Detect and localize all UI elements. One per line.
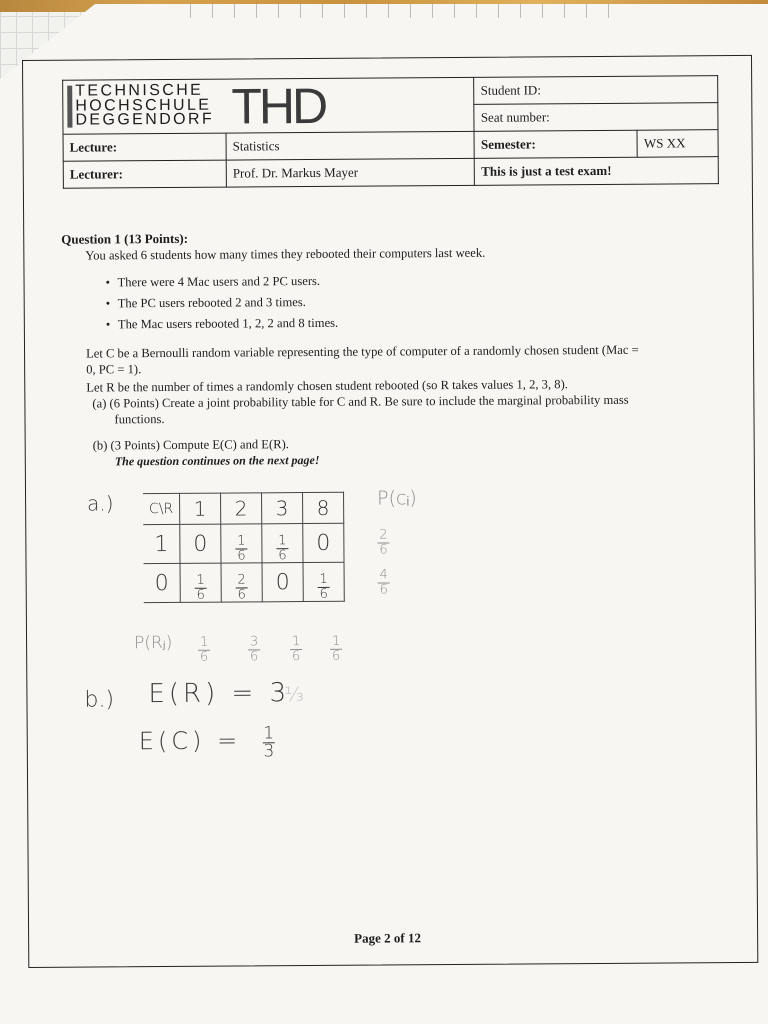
fraction-numerator: 1 [196, 572, 205, 588]
page-number: Page 2 of 12 [354, 930, 421, 946]
part-a-line-1: (a) (6 Points) Create a joint probability table for C and R. Be sure to include the marginal probability mass [92, 392, 629, 411]
c-value-1: 1 [143, 524, 180, 563]
expected-r: E(R) = 3 [148, 678, 291, 710]
fraction-denominator: 6 [199, 649, 209, 665]
handwritten-fraction [290, 636, 302, 663]
logo-bar-icon [67, 86, 72, 128]
question-intro: You asked 6 students how many times they rebooted their computers last week. [85, 245, 486, 263]
fraction-denominator: 6 [331, 648, 341, 664]
fraction-denominator: 6 [196, 587, 205, 603]
fraction-numerator: 2 [379, 527, 388, 543]
handwritten-fraction [198, 634, 210, 665]
expected-r-faint: ⅓ [284, 682, 304, 707]
fraction-numerator: 1 [237, 532, 246, 549]
joint-probability-table [143, 492, 345, 603]
handwritten-fraction [263, 723, 275, 762]
bullet-1: • There were 4 Mac users and 2 PC users. [118, 274, 321, 290]
fraction-numerator: 4 [379, 567, 388, 583]
cell-c0-r3: 0 [262, 563, 303, 602]
logo-line-1: TECHNISCHE [75, 81, 204, 100]
pc-marginal-0 [378, 563, 390, 596]
fraction-denominator: 6 [278, 547, 287, 563]
handwritten-fraction [378, 569, 390, 596]
logo-mark: THD [231, 77, 326, 135]
page-content [22, 55, 756, 966]
lecture-label: Lecture: [63, 133, 226, 161]
r-value-2: 2 [221, 493, 262, 524]
c-value-0: 0 [144, 563, 181, 602]
fraction-numerator: 1 [319, 571, 328, 587]
answer-b-label: b.) [84, 687, 115, 713]
definition-c-line-1: Let C be a Bernoulli random variable representing the type of computer of a randomly chosen student (Mac = [86, 342, 639, 361]
fraction-denominator: 6 [237, 586, 246, 603]
logo-line-3: DEGGENDORF [75, 110, 215, 129]
cell-c1-r8: 0 [303, 523, 344, 562]
bullet-2: • The PC users rebooted 2 and 3 times. [118, 295, 306, 311]
table-corner: C\R [143, 493, 180, 524]
question-title: Question 1 (13 Points): [61, 230, 189, 247]
handwritten-fraction [318, 573, 330, 600]
cell-c1-r2 [221, 524, 262, 563]
lecturer-label: Lecturer: [63, 160, 226, 188]
handwritten-fraction [377, 529, 389, 556]
bullet-3: • The Mac users rebooted 1, 2, 2 and 8 times. [118, 316, 338, 333]
test-exam-note: This is just a test exam! [475, 157, 719, 186]
cell-c1-r3 [262, 524, 303, 563]
pr-marginal-3 [290, 630, 302, 663]
handwritten-fraction [248, 636, 260, 663]
lecture-value: Statistics [226, 131, 475, 160]
r-value-3: 3 [262, 493, 303, 524]
fraction-denominator: 6 [249, 649, 259, 665]
cell-c0-r1 [180, 563, 221, 602]
handwritten-fraction [235, 532, 247, 564]
cell-c1-r1: 0 [180, 524, 221, 563]
logo-line-2: HOCHSCHULE [75, 96, 212, 115]
pc-marginal-label: P(cᵢ) [376, 487, 417, 510]
cell-c0-r2 [221, 563, 262, 602]
fraction-denominator: 6 [319, 586, 328, 602]
r-value-1: 1 [180, 493, 221, 524]
handwritten-fraction [195, 574, 207, 601]
pc-marginal-1 [377, 523, 389, 556]
definition-c-line-2: 0, PC = 1). [86, 362, 142, 377]
seat-number-field: Seat number: [474, 103, 718, 132]
lecturer-value: Prof. Dr. Markus Mayer [226, 158, 475, 187]
answer-a-label: a.) [87, 491, 114, 516]
part-a-line-2: functions. [114, 412, 165, 427]
fraction-denominator: 3 [263, 741, 275, 762]
pr-marginal-2 [248, 630, 260, 663]
fraction-numerator: 1 [291, 634, 301, 650]
fraction-numerator: 1 [199, 634, 209, 650]
fraction-numerator: 3 [249, 634, 259, 650]
fraction-numerator: 2 [237, 571, 246, 588]
expected-c-value [263, 722, 275, 762]
semester-label: Semester: [474, 130, 637, 158]
fraction-denominator: 6 [379, 542, 388, 558]
r-value-4: 8 [303, 492, 344, 523]
handwritten-fraction [236, 571, 248, 603]
continues-note: The question continues on the next page! [114, 452, 320, 469]
university-logo [63, 77, 475, 134]
fraction-denominator: 6 [291, 649, 301, 665]
definition-r: Let R be the number of times a randomly chosen student rebooted (so R takes values 1, 2, 3, 8). [86, 377, 568, 395]
expected-c: E(C) = [138, 726, 242, 756]
part-b: (b) (3 Points) Compute E(C) and E(R). [92, 437, 289, 453]
student-id-field: Student ID: [474, 76, 718, 105]
pr-marginal-label: P(Rⱼ) [134, 632, 173, 654]
fraction-numerator: 1 [331, 633, 341, 649]
pr-marginal-4 [330, 630, 342, 663]
semester-value: WS XX [637, 130, 718, 158]
fraction-denominator: 6 [379, 582, 388, 598]
header-table [62, 75, 719, 189]
fraction-numerator: 1 [278, 532, 287, 548]
ruler-marks [190, 4, 610, 18]
handwritten-fraction [330, 633, 342, 664]
fraction-denominator: 6 [237, 547, 246, 564]
fraction-numerator: 1 [263, 723, 275, 744]
handwritten-fraction [276, 532, 288, 563]
pr-marginal-1 [198, 631, 210, 664]
cell-c0-r8 [303, 562, 344, 601]
